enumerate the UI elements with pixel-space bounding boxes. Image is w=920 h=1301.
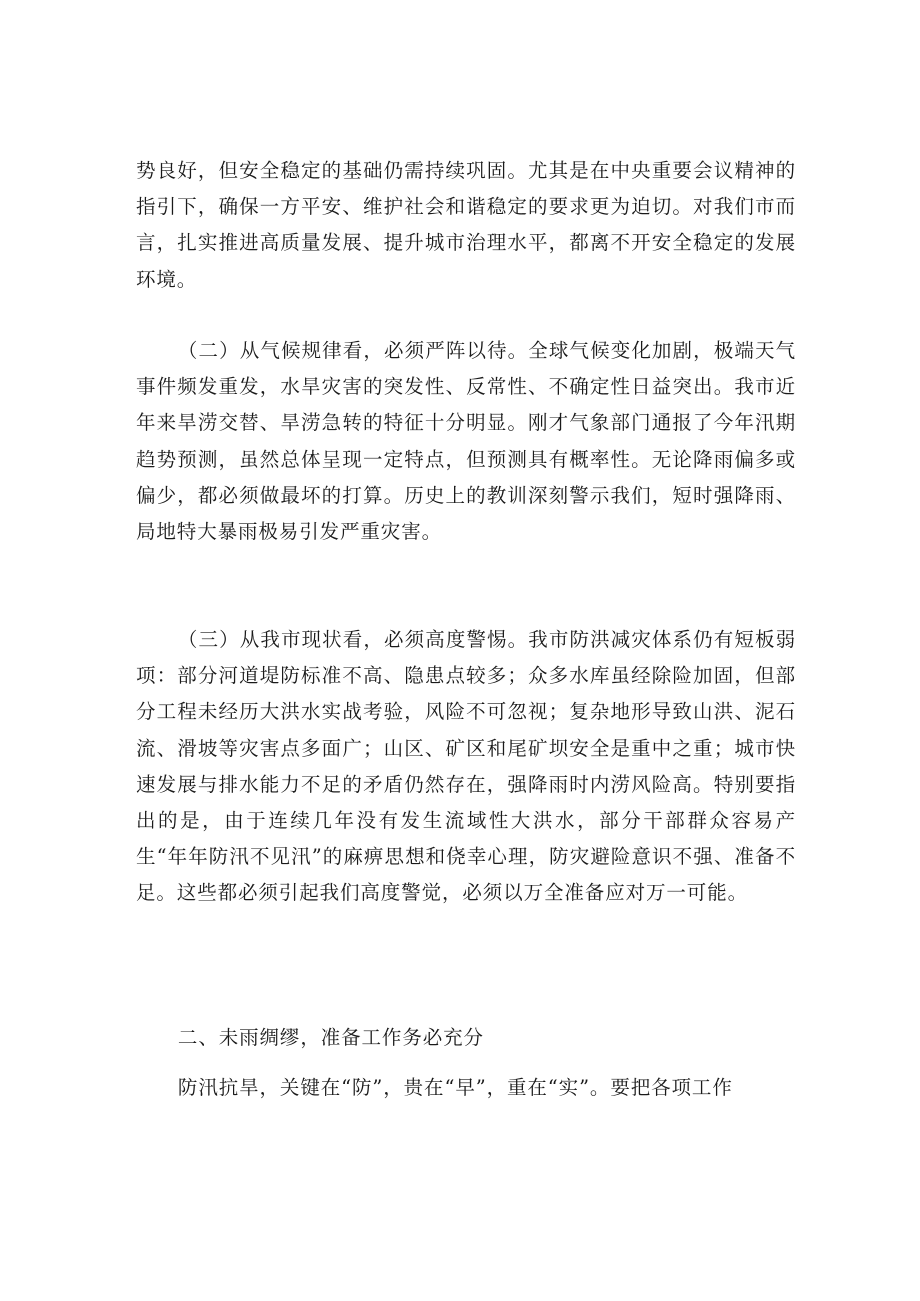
paragraph-continuation: 势良好，但安全稳定的基础仍需持续巩固。尤其是在中央重要会议精神的指引下，确保一方平安、维护社会和谐稳定的要求更为迫切。对我们市而言，扎实推进高质量发展、提升城市治理水平，都离不开安全稳定的发展环境。 (136, 159, 796, 291)
section-heading: 二、未雨绸缪，准备工作务必充分 (177, 1026, 484, 1049)
paragraph-climate: （二）从气候规律看，必须严阵以待。全球气候变化加剧，极端天气事件频发重发，水旱灾害的突发性、反常性、不确定性日益突出。我市近年来旱涝交替、旱涝急转的特征十分明显。刚才气象部门通报了今年汛期趋势预测，虽然总体呈现一定特点，但预测具有概率性。无论降雨偏多或偏少，都必须做最坏的打算。历史上的教训深刻警示我们，短时强降雨、局地特大暴雨极易引发严重灾害。 (136, 339, 796, 544)
paragraph-city-status: （三）从我市现状看，必须高度警惕。我市防洪减灾体系仍有短板弱项：部分河道堤防标准不高、隐患点较多；众多水库虽经除险加固，但部分工程未经历大洪水实战考验，风险不可忽视；复杂地形导致山洪、泥石流、滑坡等灾害点多面广；山区、矿区和尾矿坝安全是重中之重；城市快速发展与排水能力不足的矛盾仍然存在，强降雨时内涝风险高。特别要指出的是，由于连续几年没有发生流域性大洪水，部分干部群众容易产生“年年防汛不见汛”的麻痹思想和侥幸心理，防灾避险意识不强、准备不足。这些都必须引起我们高度警觉，必须以万全准备应对万一可能。 (136, 628, 796, 905)
paragraph-preparation: 防汛抗旱，关键在“防”，贵在“早”，重在“实”。要把各项工作 (177, 1076, 733, 1099)
